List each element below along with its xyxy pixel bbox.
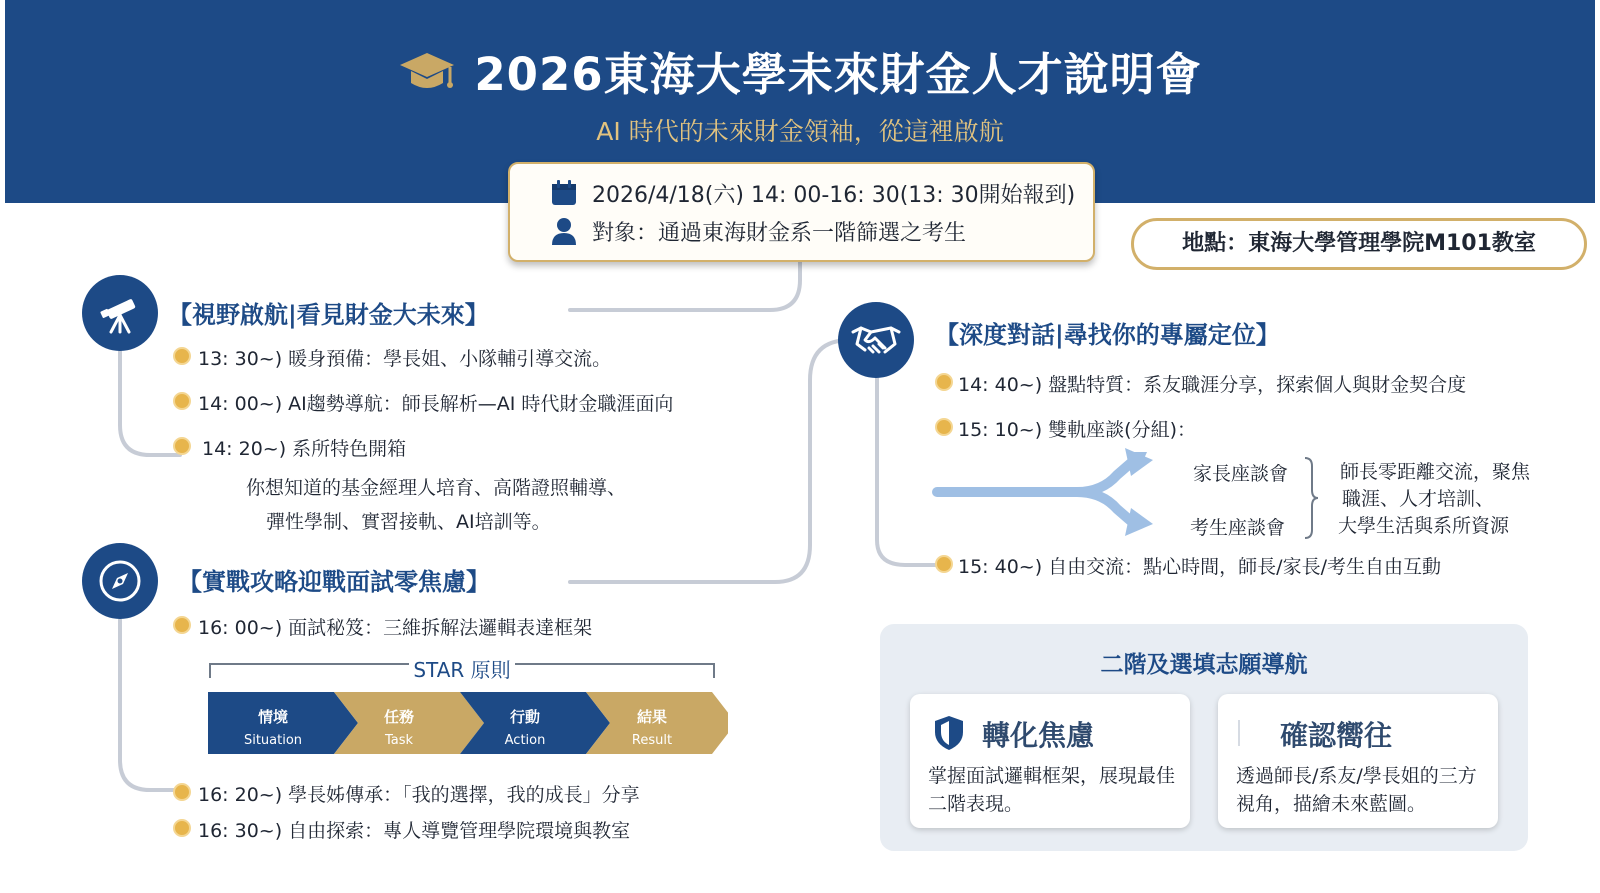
date-line <box>550 178 1075 213</box>
section2-item-3: 16: 30~) 自由探索：專人導覽管理學院環境與教室 <box>198 820 631 842</box>
audience-line <box>550 216 966 251</box>
timeline-dot <box>173 347 191 365</box>
timeline-dot <box>935 555 953 573</box>
person-icon <box>550 217 580 251</box>
panel-title: 二階及選填志願導航 <box>1100 652 1308 678</box>
section1-item-2: 14: 00~) AI趨勢導航：師長解析—AI 時代財金職涯面向 <box>198 393 674 415</box>
shield-icon <box>932 714 966 756</box>
venue-badge: 地點：東海大學管理學院M101教室 <box>1131 218 1587 270</box>
card-text: 掌握面試邏輯框架，展現最佳二階表現。 <box>928 765 1176 815</box>
timeline-dot <box>173 819 191 837</box>
calendar-icon <box>550 179 580 213</box>
chevron-action <box>470 706 580 748</box>
section1-item-3: 14: 20~) 系所特色開箱 <box>202 438 407 460</box>
section2-item-1: 16: 00~) 面試秘笈：三維拆解法邏輯表達框架 <box>198 617 593 639</box>
compass-icon <box>82 543 158 619</box>
chevron-task <box>344 706 454 748</box>
card-title: 轉化焦慮 <box>982 719 1095 752</box>
event-info-box <box>508 162 1095 262</box>
bracket-line-1: 師長零距離交流，聚焦 <box>1340 461 1531 483</box>
section1-desc-1: 你想知道的基金經理人培育、高階證照輔導、 <box>246 477 627 499</box>
section3-item-3: 15: 40~) 自由交流：點心時間，師長/家長/考生自由互動 <box>958 556 1441 578</box>
star-label: STAR 原則 <box>409 658 514 682</box>
chevron-situation <box>218 706 328 748</box>
section2-item-2: 16: 20~) 學長姊傳承：「我的選擇，我的成長」分享 <box>198 784 640 806</box>
timeline-dot <box>935 373 953 391</box>
card-divider <box>1238 720 1240 746</box>
handshake-icon <box>838 302 914 378</box>
star-label-wrap <box>0 654 924 683</box>
timeline-dot <box>173 437 191 455</box>
timeline-dot <box>173 783 191 801</box>
section1-item-1: 13: 30~) 暖身預備：學長姐、小隊輔引導交流。 <box>198 348 612 370</box>
subtitle: AI 時代的未來財金領袖，從這裡啟航 <box>596 117 1004 146</box>
date-text: 2026/4/18(六) 14: 00-16: 30(13: 30開始報到) <box>592 183 1076 208</box>
timeline-dot <box>173 392 191 410</box>
card-confirm-aspiration <box>1218 694 1498 828</box>
telescope-icon <box>82 275 158 351</box>
section3-item-1: 14: 40~) 盤點特質：系友職涯分享，探索個人與財金契合度 <box>958 374 1467 396</box>
navigation-panel <box>880 624 1528 851</box>
chevron-label-en: Situation <box>243 733 303 748</box>
chevron-label-zh: 行動 <box>509 708 540 726</box>
timeline-dot <box>935 418 953 436</box>
section3-item-2: 15: 10~) 雙軌座談(分組)： <box>958 419 1196 441</box>
branch-parent-session: 家長座談會 <box>1193 463 1289 485</box>
page-title <box>0 38 1600 108</box>
chevron-label-en: Result <box>631 733 673 748</box>
chevron-label-en: Task <box>384 733 414 748</box>
card-text: 透過師長/系友/學長姐的三方視角，描繪未來藍圖。 <box>1236 765 1477 815</box>
section1-title: 【視野啟航|看見財金大未來】 <box>168 301 489 329</box>
section1-desc-2: 彈性學制、實習接軌、AI培訓等。 <box>266 511 551 533</box>
chevron-label-zh: 任務 <box>383 708 414 726</box>
card-transform-anxiety <box>910 694 1190 828</box>
section2-title: 【實戰攻略迎戰面試零焦慮】 <box>178 568 490 596</box>
chevron-label-zh: 情境 <box>257 708 288 726</box>
bracket-line-3: 大學生活與系所資源 <box>1338 515 1510 537</box>
audience-text: 對象：通過東海財金系一階篩選之考生 <box>592 221 967 246</box>
branch-student-session: 考生座談會 <box>1190 517 1286 539</box>
title-text: 2026東海大學未來財金人才說明會 <box>474 48 1202 101</box>
chevron-label-en: Action <box>504 733 546 748</box>
chevron-result <box>597 706 707 748</box>
chevron-label-zh: 結果 <box>636 708 667 726</box>
card-title: 確認嚮往 <box>1280 719 1393 752</box>
section3-title: 【深度對話|尋找你的專屬定位】 <box>935 321 1280 349</box>
branch-arrows <box>877 440 1177 540</box>
curly-brace <box>1302 456 1320 540</box>
timeline-dot <box>173 616 191 634</box>
bracket-line-2: 職涯、人才培訓、 <box>1342 488 1495 510</box>
graduation-cap-icon <box>398 49 456 108</box>
